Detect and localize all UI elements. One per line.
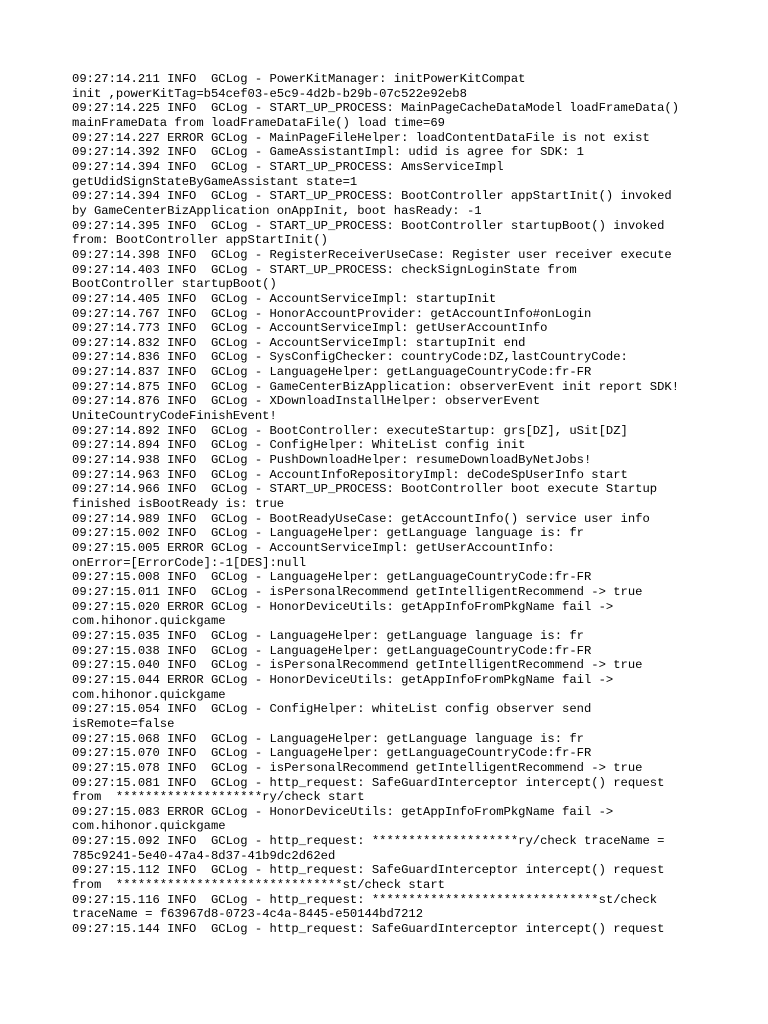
log-line: 09:27:15.070 INFO GCLog - LanguageHelper: getLanguageCountryCode:fr-FR xyxy=(72,746,592,761)
log-line: from ********************ry/check start xyxy=(72,790,365,805)
log-line: mainFrameData from loadFrameDataFile() load time=69 xyxy=(72,115,445,130)
log-line: 09:27:15.011 INFO GCLog - isPersonalRecommend getIntelligentRecommend -> true xyxy=(72,584,643,599)
log-line: 09:27:15.002 INFO GCLog - LanguageHelper: getLanguage language is: fr xyxy=(72,526,584,541)
log-line: onError=[ErrorCode]:-1[DES]:null xyxy=(72,555,307,570)
log-line: 09:27:14.225 INFO GCLog - START_UP_PROCESS: MainPageCacheDataModel loadFrameData() xyxy=(72,101,680,116)
log-line: 09:27:14.894 INFO GCLog - ConfigHelper: WhiteList config init xyxy=(72,438,526,453)
log-line: com.hihonor.quickgame xyxy=(72,819,226,834)
log-line: 09:27:15.068 INFO GCLog - LanguageHelper: getLanguage language is: fr xyxy=(72,731,584,746)
log-line: 09:27:14.966 INFO GCLog - START_UP_PROCESS: BootController boot execute Startup xyxy=(72,482,658,497)
log-line: 09:27:14.392 INFO GCLog - GameAssistantImpl: udid is agree for SDK: 1 xyxy=(72,145,584,160)
log-line: 09:27:15.044 ERROR GCLog - HonorDeviceUtils: getAppInfoFromPkgName fail -> xyxy=(72,672,614,687)
log-line: isRemote=false xyxy=(72,716,175,731)
log-line: 09:27:14.876 INFO GCLog - XDownloadInstallHelper: observerEvent xyxy=(72,394,541,409)
log-line: 09:27:15.081 INFO GCLog - http_request: SafeGuardInterceptor intercept() request xyxy=(72,775,665,790)
log-line: 09:27:14.394 INFO GCLog - START_UP_PROCESS: BootController appStartInit() invoked xyxy=(72,189,672,204)
log-line: 09:27:15.116 INFO GCLog - http_request: *******************************st/check xyxy=(72,892,658,907)
log-line: init ,powerKitTag=b54cef03-e5c9-4d2b-b29b-07c522e92eb8 xyxy=(72,86,467,101)
log-line: by GameCenterBizApplication onAppInit, boot hasReady: -1 xyxy=(72,203,482,218)
log-line: 09:27:14.403 INFO GCLog - START_UP_PROCESS: checkSignLoginState from xyxy=(72,262,577,277)
log-line: 09:27:15.008 INFO GCLog - LanguageHelper: getLanguageCountryCode:fr-FR xyxy=(72,570,592,585)
log-line: 09:27:15.054 INFO GCLog - ConfigHelper: whiteList config observer send xyxy=(72,702,592,717)
log-line: 09:27:14.837 INFO GCLog - LanguageHelper: getLanguageCountryCode:fr-FR xyxy=(72,365,592,380)
log-line: 09:27:15.078 INFO GCLog - isPersonalRecommend getIntelligentRecommend -> true xyxy=(72,760,643,775)
log-line: 09:27:14.892 INFO GCLog - BootController: executeStartup: grs[DZ], uSit[DZ] xyxy=(72,423,628,438)
log-line: UniteCountryCodeFinishEvent! xyxy=(72,409,277,424)
log-line: from *******************************st/check start xyxy=(72,878,445,893)
log-line: 09:27:15.083 ERROR GCLog - HonorDeviceUtils: getAppInfoFromPkgName fail -> xyxy=(72,804,614,819)
log-line: 09:27:14.227 ERROR GCLog - MainPageFileHelper: loadContentDataFile is not exist xyxy=(72,130,650,145)
log-line: BootController startupBoot() xyxy=(72,277,277,292)
log-line: 09:27:14.394 INFO GCLog - START_UP_PROCESS: AmsServiceImpl xyxy=(72,159,504,174)
log-line: 09:27:14.773 INFO GCLog - AccountServiceImpl: getUserAccountInfo xyxy=(72,321,548,336)
log-line: com.hihonor.quickgame xyxy=(72,687,226,702)
log-line: 09:27:14.832 INFO GCLog - AccountServiceImpl: startupInit end xyxy=(72,335,526,350)
log-line: 09:27:15.005 ERROR GCLog - AccountServiceImpl: getUserAccountInfo: xyxy=(72,541,555,555)
log-line: 09:27:15.020 ERROR GCLog - HonorDeviceUtils: getAppInfoFromPkgName fail -> xyxy=(72,599,614,614)
log-line: 09:27:14.211 INFO GCLog - PowerKitManager: initPowerKitCompat xyxy=(72,72,526,86)
log-line: from: BootController appStartInit() xyxy=(72,233,328,248)
log-line: finished isBootReady is: true xyxy=(72,497,285,512)
log-line: 09:27:14.963 INFO GCLog - AccountInfoRepositoryImpl: deCodeSpUserInfo start xyxy=(72,467,628,482)
log-text-block xyxy=(72,72,712,937)
log-line: 09:27:15.038 INFO GCLog - LanguageHelper: getLanguageCountryCode:fr-FR xyxy=(72,643,592,658)
log-line: 09:27:14.875 INFO GCLog - GameCenterBizApplication: observerEvent init report SDK! xyxy=(72,379,680,394)
log-line: 09:27:14.398 INFO GCLog - RegisterReceiverUseCase: Register user receiver execute xyxy=(72,247,672,262)
log-line: 09:27:14.938 INFO GCLog - PushDownloadHelper: resumeDownloadByNetJobs! xyxy=(72,453,592,468)
log-line: 09:27:14.395 INFO GCLog - START_UP_PROCESS: BootController startupBoot() invoked xyxy=(72,218,665,233)
log-line: 09:27:15.040 INFO GCLog - isPersonalRecommend getIntelligentRecommend -> true xyxy=(72,658,643,673)
log-line: getUdidSignStateByGameAssistant state=1 xyxy=(72,174,358,189)
log-line: 09:27:14.405 INFO GCLog - AccountServiceImpl: startupInit xyxy=(72,291,497,306)
log-line: 09:27:14.836 INFO GCLog - SysConfigChecker: countryCode:DZ,lastCountryCode: xyxy=(72,350,628,365)
log-line: traceName = f63967d8-0723-4c4a-8445-e50144bd7212 xyxy=(72,907,424,922)
log-line: 09:27:15.092 INFO GCLog - http_request: ********************ry/check traceName = xyxy=(72,834,665,849)
log-line: 09:27:14.767 INFO GCLog - HonorAccountProvider: getAccountInfo#onLogin xyxy=(72,306,592,321)
log-line: 09:27:14.989 INFO GCLog - BootReadyUseCase: getAccountInfo() service user info xyxy=(72,511,650,526)
log-line: com.hihonor.quickgame xyxy=(72,614,226,629)
log-line: 09:27:15.144 INFO GCLog - http_request: SafeGuardInterceptor intercept() request xyxy=(72,922,665,937)
log-line: 785c9241-5e40-47a4-8d37-41b9dc2d62ed xyxy=(72,848,336,863)
log-line: 09:27:15.112 INFO GCLog - http_request: SafeGuardInterceptor intercept() request xyxy=(72,863,665,878)
log-line: 09:27:15.035 INFO GCLog - LanguageHelper: getLanguage language is: fr xyxy=(72,628,584,643)
